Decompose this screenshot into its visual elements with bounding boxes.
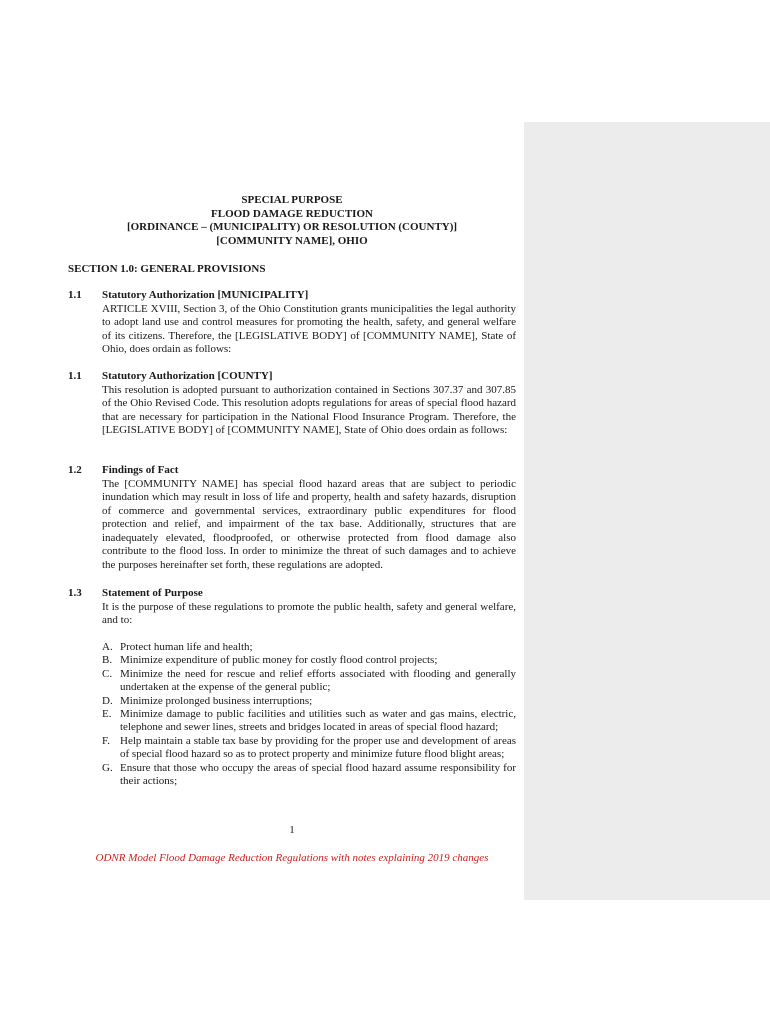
list-item (102, 668, 516, 695)
subsection-number: 1.2 (68, 464, 82, 476)
subsection-heading: Statutory Authorization [MUNICIPALITY] (102, 289, 309, 301)
list-item (102, 654, 516, 667)
subsection-1-1-municipality (68, 289, 516, 357)
document-title (68, 194, 516, 248)
title-line: SPECIAL PURPOSE (241, 194, 343, 206)
title-line: FLOOD DAMAGE REDUCTION (211, 207, 373, 220)
list-item-text: Minimize damage to public facilities and utilities such as water and gas mains, electric, telephone and sewer lines, streets and bridges located in areas of special flood hazard; (120, 708, 516, 734)
title-line: [ORDINANCE – (MUNICIPALITY) OR RESOLUTION (COUNTY)] (126, 221, 458, 234)
page-number: 1 (289, 824, 295, 836)
list-item (102, 735, 516, 762)
list-item-letter: F. (102, 734, 110, 747)
list-item (102, 762, 516, 789)
section-heading: SECTION 1.0: GENERAL PROVISIONS (68, 263, 266, 275)
list-item-text: Protect human life and health; (120, 641, 253, 653)
subsection-text: The [COMMUNITY NAME] has special flood hazard areas that are subject to periodic inundation which may result in loss of life and property, health and safety hazards, disruption of commerce and governmental services, extraordinary public expenditures for flood protection and relief, and impairment of the tax base. Additionally, structures that are inadequately elevated, floodproofed, or otherwise protected from flood damage also contribute to the flood loss. In order to minimize the threat of such damages and to achieve the purposes hereinafter set forth, these regulations are adopted. (102, 477, 516, 571)
list-item-letter: A. (102, 641, 113, 653)
subsection-heading: Statutory Authorization [COUNTY] (102, 370, 273, 382)
list-item-letter: C. (102, 667, 113, 680)
list-item-text: Minimize prolonged business interruptions; (120, 694, 313, 707)
list-item-text: Ensure that those who occupy the areas of special flood hazard assume responsibility for their actions; (120, 761, 516, 788)
subsection-1-3 (68, 587, 516, 628)
list-item-letter: B. (102, 654, 113, 667)
subsection-text: ARTICLE XVIII, Section 3, of the Ohio Constitution grants municipalities the legal authority to adopt land use and control measures for promoting the health, safety, and general welfare of its citizens. Therefore, the [LEGISLATIVE BODY] of [COMMUNITY NAME], State of Ohio, does ordain as follows: (102, 302, 516, 355)
title-line: [COMMUNITY NAME], OHIO (216, 234, 368, 247)
page-footer: ODNR Model Flood Damage Reduction Regulations with notes explaining 2019 changes (95, 852, 489, 864)
subsection-text: This resolution is adopted pursuant to authorization contained in Sections 307.37 and 307.85 of the Ohio Revised Code. This resolution adopts regulations for areas of special flood hazard that are necessary for participation in the National Flood Insurance Program. Therefore, the [LEGISLATIVE BODY] of [COMMUNITY NAME], State of Ohio does ordain as follows: (102, 383, 516, 436)
list-item-text: Help maintain a stable tax base by providing for the proper use and development of areas of special flood hazard so as to protect property and minimize future flood blight areas; (120, 734, 516, 761)
subsection-heading: Findings of Fact (102, 464, 179, 476)
subsection-1-1-county (68, 370, 516, 438)
list-item (102, 641, 516, 654)
purpose-list (102, 641, 516, 788)
list-item-letter: D. (102, 694, 113, 707)
subsection-heading: Statement of Purpose (102, 587, 203, 599)
list-item-text: Minimize expenditure of public money for costly flood control projects; (120, 654, 438, 667)
list-item-text: Minimize the need for rescue and relief efforts associated with flooding and generally undertaken at the expense of the general public; (120, 667, 516, 694)
subsection-text: It is the purpose of these regulations to promote the public health, safety and general welfare, and to: (102, 600, 516, 626)
list-item (102, 695, 516, 708)
list-item-letter: G. (102, 761, 113, 774)
subsection-number: 1.1 (68, 370, 82, 382)
comment-pane (524, 122, 770, 900)
list-item-letter: E. (102, 708, 112, 721)
subsection-number: 1.1 (68, 289, 82, 301)
subsection-number: 1.3 (68, 587, 82, 599)
list-item (102, 708, 516, 735)
subsection-1-2 (68, 464, 516, 572)
